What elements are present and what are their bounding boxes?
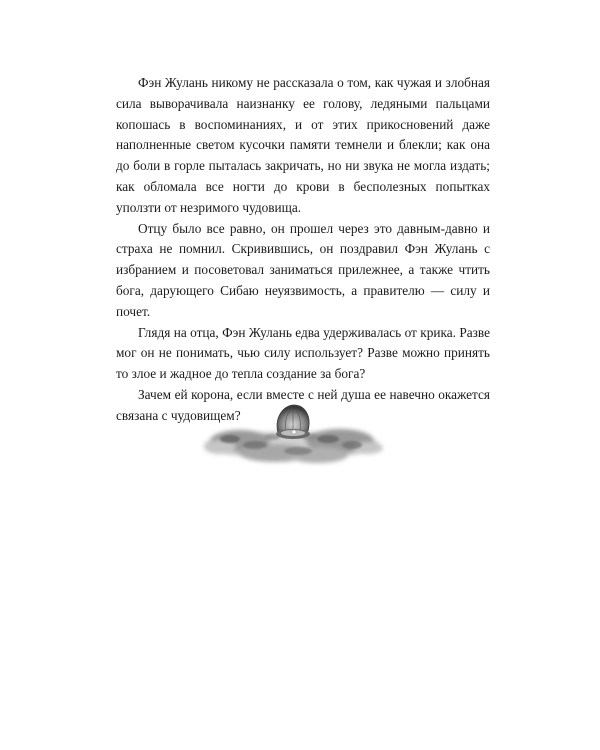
paragraph-3: Глядя на отца, Фэн Жулань едва удерживалась от крика. Разве мог он не понимать, чью силу использует? Разве можно принять то злое и жадное до тепла создание за бога? (116, 324, 490, 382)
paragraph-4: Зачем ей корона, если вместе с ней душа ее навечно окажется связана с чудовищем? (116, 386, 490, 423)
page-text (116, 73, 490, 427)
paragraph-2: Отцу было все равно, он прошел через это давным-давно и страха не помнил. Скривившись, он поздравил Фэн Жулань с избранием и посоветовал заниматься прилежнее, а также чтить бога, дарующего Сибаю неуязвимость, а правителю — силу и почет. (116, 220, 490, 319)
paragraph-1: Фэн Жулань никому не рассказала о том, как чужая и злобная сила выворачивала наизнанку ее голову, ледяными пальцами копошась в воспоминаниях, и от этих прикосновений даже наполненные светом кусочки памяти темнели и блекли; как она до боли в горле пыталась закричать, но ни звука не могла издать; как обломала все ногти до крови в бесполезных попытках уползти от незримого чудовища. (116, 75, 490, 215)
seashell-on-clouds-icon (200, 395, 385, 480)
seashell (276, 405, 310, 439)
